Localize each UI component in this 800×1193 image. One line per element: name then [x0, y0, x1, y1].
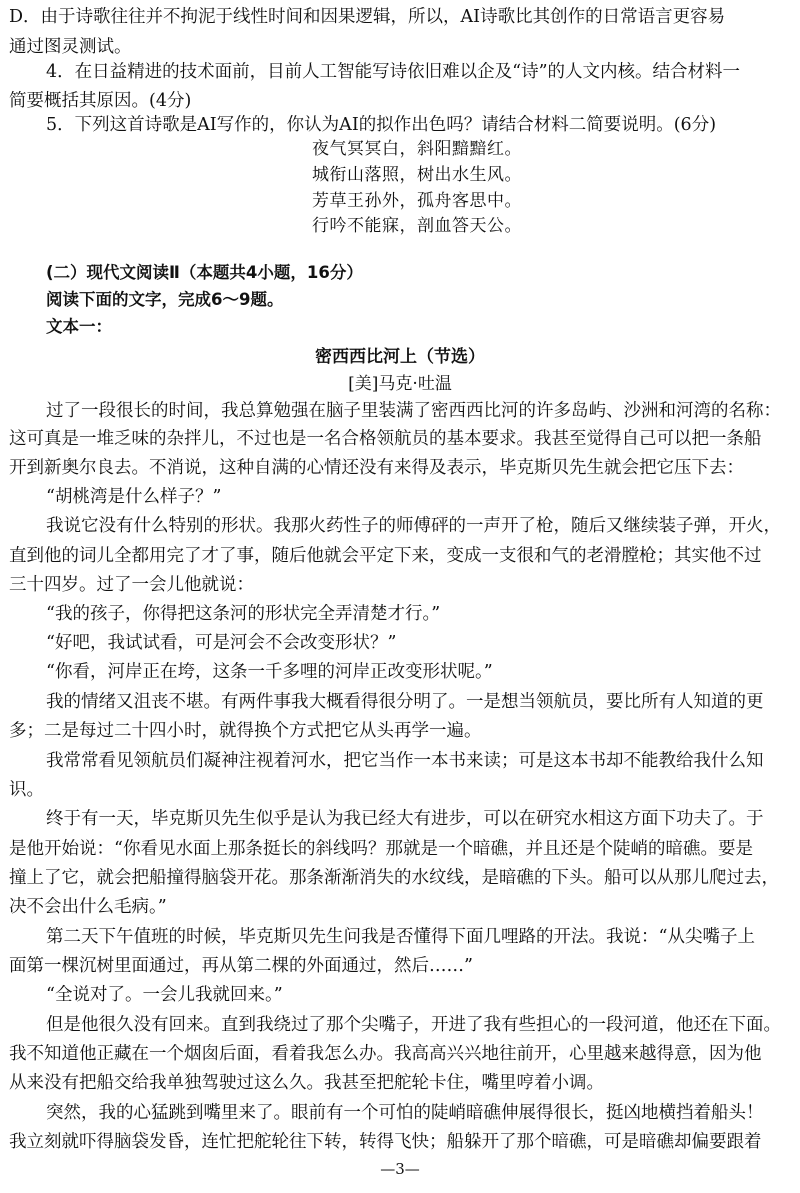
dialogue-line: “我的孩子，你得把这条河的形状完全弄清楚才行。”: [46, 604, 441, 624]
dialogue-line: “胡桃湾是什么样子？”: [46, 487, 222, 507]
paragraph-line: 我说它没有什么特别的形状。我那火药性子的师傅砰的一声开了枪，随后又继续装子弹，开火，: [46, 516, 781, 536]
paragraph-line: 这可真是一堆乏味的杂拌儿，不过也是一名合格领航员的基本要求。我甚至觉得自己可以把一条船: [9, 429, 762, 449]
paragraph-line: 识。: [9, 780, 44, 800]
poem-line-2: 城衔山落照，树出水生风。: [312, 165, 522, 185]
paragraph-line: 是他开始说：“你看见水面上那条挺长的斜线吗？那就是一个暗礁，并且还是个陡峭的暗礁。要是: [9, 839, 753, 859]
paragraph-line: 从来没有把船交给我单独驾驶过这么久。我甚至把舵轮卡住，嘴里哼着小调。: [9, 1073, 604, 1093]
article-author: [美]马克·吐温: [348, 374, 452, 394]
paragraph-line: 开到新奥尔良去。不消说，这种自满的心情还没有来得及表示，毕克斯贝先生就会把它压下去：: [9, 458, 744, 478]
paragraph-line: 终于有一天，毕克斯贝先生似乎是认为我已经大有进步，可以在研究水相这方面下功夫了。于: [46, 809, 764, 829]
paragraph-line: 我不知道他正藏在一个烟囱后面，看着我怎么办。我高高兴兴地往前开，心里越来越得意，因为他: [9, 1044, 762, 1064]
poem-line-1: 夜气冥冥白，斜阳黯黯红。: [312, 139, 522, 159]
poem-line-4: 行吟不能寐，剖血答天公。: [312, 216, 522, 236]
paragraph-line: 我常常看见领航员们凝神注视着河水，把它当作一本书来读；可是这本书却不能教给我什么知: [46, 751, 764, 771]
option-d-line-1: D．由于诗歌往往并不拘泥于线性时间和因果逻辑，所以，AI诗歌比其创作的日常语言更容易: [9, 7, 726, 27]
paragraph-line: 第二天下午值班的时候，毕克斯贝先生问我是否懂得下面几哩路的开法。我说：“从尖嘴子上: [46, 927, 755, 947]
dialogue-line: “全说对了。一会儿我就回来。”: [46, 985, 283, 1005]
paragraph-line: 面第一棵沉树里面通过，再从第二棵的外面通过，然后……”: [9, 956, 473, 976]
question-5-line: 5．下列这首诗歌是AI写作的，你认为AI的拟作出色吗？请结合材料二简要说明。(6分): [46, 115, 717, 135]
article-title: 密西西比河上（节选）: [315, 347, 485, 367]
paragraph-line: 但是他很久没有回来。直到我绕过了那个尖嘴子，开进了我有些担心的一段河道，他还在下面。: [46, 1015, 781, 1035]
poem-line-3: 芳草王孙外，孤舟客思中。: [312, 191, 522, 211]
option-d-line-2: 通过图灵测试。: [9, 37, 132, 57]
paragraph-line: 三十四岁。过了一会儿他就说：: [9, 575, 254, 595]
paragraph-line: 突然，我的心猛跳到嘴里来了。眼前有一个可怕的陡峭暗礁伸展得很长，挺凶地横挡着船头！: [46, 1103, 764, 1123]
paragraph-line: 过了一段很长的时间，我总算勉强在脑子里装满了密西西比河的许多岛屿、沙洲和河湾的名称：: [46, 401, 781, 421]
paragraph-line: 我立刻就吓得脑袋发昏，连忙把舵轮往下转，转得飞快；船躲开了那个暗礁，可是暗礁却偏要跟着: [9, 1132, 762, 1152]
dialogue-line: “你看，河岸正在垮，这条一千多哩的河岸正改变形状呢。”: [46, 662, 493, 682]
question-4-line-1: 4．在日益精进的技术面前，目前人工智能写诗依旧难以企及“诗”的人文内核。结合材料一: [46, 62, 741, 82]
paragraph-line: 我的情绪又沮丧不堪。有两件事我大概看得很分明了。一是想当领航员，要比所有人知道的更: [46, 692, 764, 712]
paragraph-line: 直到他的词儿全都用完了才了事，随后他就会平定下来，变成一支很和气的老滑膛枪；其实他不过: [9, 546, 762, 566]
reading-instruction: 阅读下面的文字，完成6～9题。: [46, 290, 284, 309]
question-4-line-2: 简要概括其原因。(4分): [9, 91, 192, 111]
paragraph-line: 多；二是每过二十四小时，就得换个方式把它从头再学一遍。: [9, 721, 482, 741]
page-number: —3—: [380, 1160, 420, 1178]
paragraph-line: 撞上了它，就会把船撞得脑袋开花。那条渐渐消失的水纹线，是暗礁的下头。船可以从那儿爬过去，: [9, 868, 779, 888]
section-heading: (二）现代文阅读Ⅱ（本题共4小题，16分）: [46, 263, 363, 282]
dialogue-line: “好吧，我试试看，可是河会不会改变形状？”: [46, 633, 397, 653]
paragraph-line: 决不会出什么毛病。”: [9, 897, 167, 917]
text-one-label: 文本一：: [46, 317, 112, 336]
